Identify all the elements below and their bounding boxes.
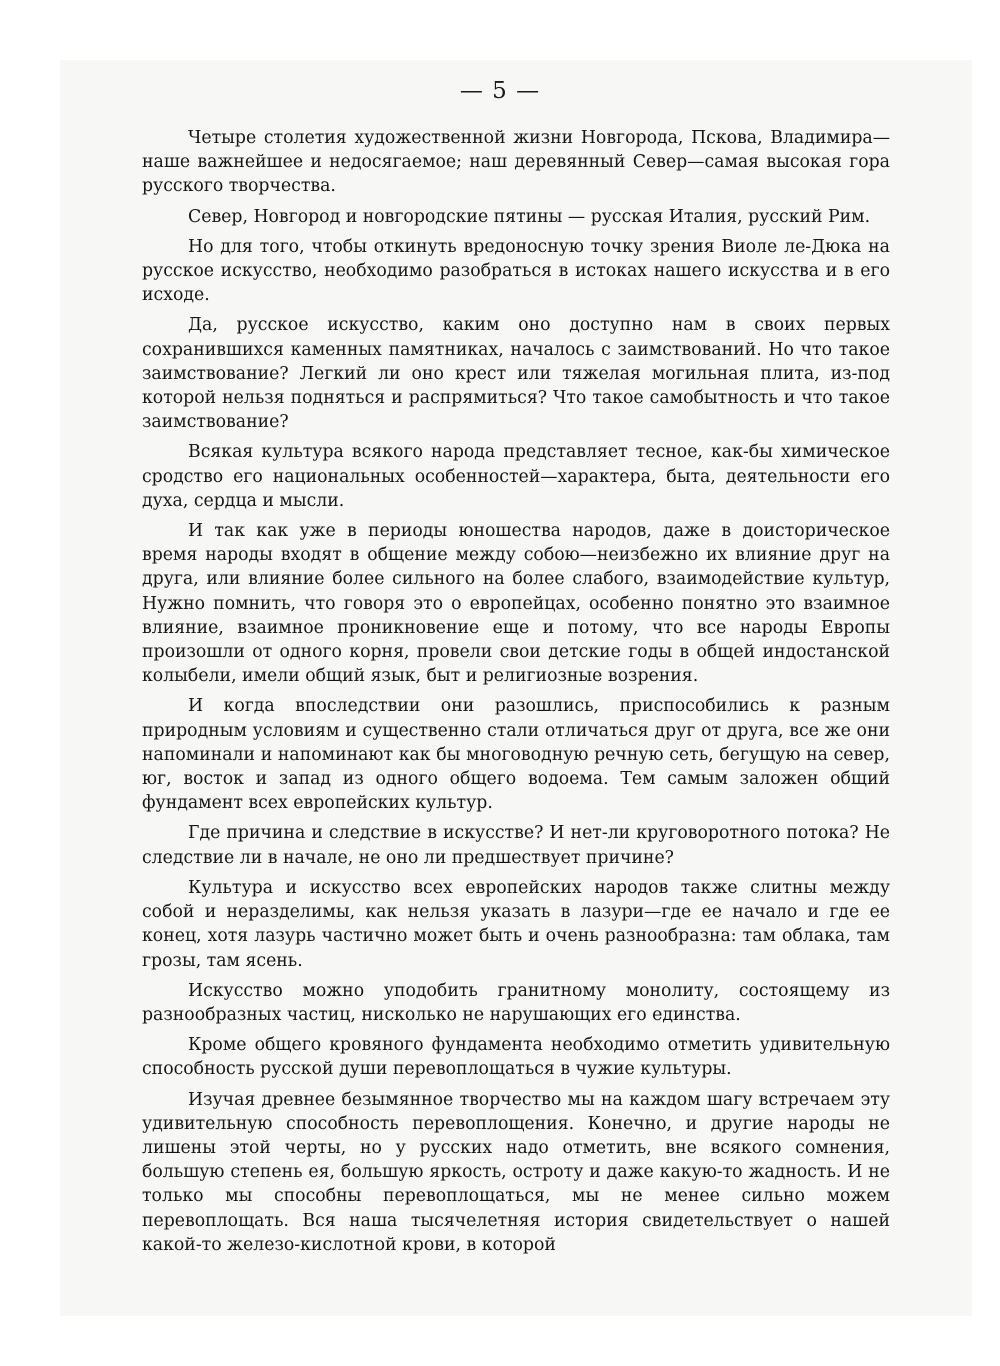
paragraph-3: Но для того, чтобы откинуть вредоносную точку зрения Виоле ле-Дюка на русское искусство, необходимо разобраться в истоках нашего искусства и в его исходе. [142, 236, 890, 306]
paragraph-9: Культура и искусство всех европейских народов также слитны между собой и неразделимы, как нельзя указать в лазури—где ее начало и где ее конец, хотя лазурь частично может быть и очень разнообразна: там облака, там грозы, там ясень. [142, 877, 890, 971]
paragraph-4: Да, русское искусство, каким оно доступно нам в своих первых сохранившихся каменных памятниках, началось с заимствований. Но что такое заимствование? Легкий ли оно крест или тяжелая могильная плита, из-под которой нельзя подняться и распрямиться? Что такое самобытность и что такое заимствование? [142, 315, 890, 433]
page-number: — 5 — [459, 78, 541, 104]
paragraph-5: Всякая культура всякого народа представляет тесное, как-бы химическое сродство его национальных особенностей—характера, быта, деятельности его духа, сердца и мысли. [142, 442, 890, 511]
paragraph-7: И когда впоследствии они разошлись, приспособились к разным природным условиям и существенно стали отличаться друг от друга, все же они напоминали и напоминают как бы многоводную речную сеть, бегущую на север, юг, восток и запад из одного общего водоема. Тем самым заложен общий фундамент всех европейских культур. [142, 696, 890, 814]
paragraph-11: Кроме общего кровяного фундамента необходимо отметить удивительную способность русской души перевоплощаться в чужие культуры. [142, 1035, 890, 1080]
paragraph-12: Изучая древнее безымянное творчество мы на каждом шагу встречаем эту удивительную способность перевоплощения. Конечно, и другие народы не лишены этой черты, но у русских надо отметить, вне всякого сомнения, большую степень ея, большую яркость, остроту и даже какую-то жадность. И не только мы способны перевоплощаться, мы не менее сильно можем перевоплощать. Вся наша тысячелетняя история свидетельствует о нашей какой-то железо-кислотной крови, в которой [142, 1089, 890, 1255]
paragraph-2: Север, Новгород и новгородские пятины — русская Италия, русский Рим. [188, 206, 871, 227]
paragraph-6: И так как уже в периоды юношества народов, даже в доисторическое время народы входят в общение между собою—неизбежно их влияние друг на друга, или влияние более сильного на более слабого, взаимодействие культур, Нужно помнить, что говоря это о европейцах, особенно понятно это взаимное влияние, взаимное проникновение еще и потому, что все народы Европы произошли от одного корня, провели свои детские годы в общей индостанской колыбели, имели общий язык, быт и религиозные возрения. [142, 521, 890, 687]
paragraph-1: Четыре столетия художественной жизни Новгорода, Пскова, Владимира—наше важнейшее и недосягаемое; наш деревянный Север—самая высокая гора русского творчества. [142, 128, 890, 197]
body-text [142, 126, 890, 1263]
paragraph-10: Искусство можно уподобить гранитному монолиту, состоящему из разнообразных частиц, нисколько не нарушающих его единства. [142, 980, 890, 1025]
paragraph-8: Где причина и следствие в искусстве? И нет-ли круговоротного потока? Не следствие ли в начале, не оно ли предшествует причине? [142, 823, 890, 868]
